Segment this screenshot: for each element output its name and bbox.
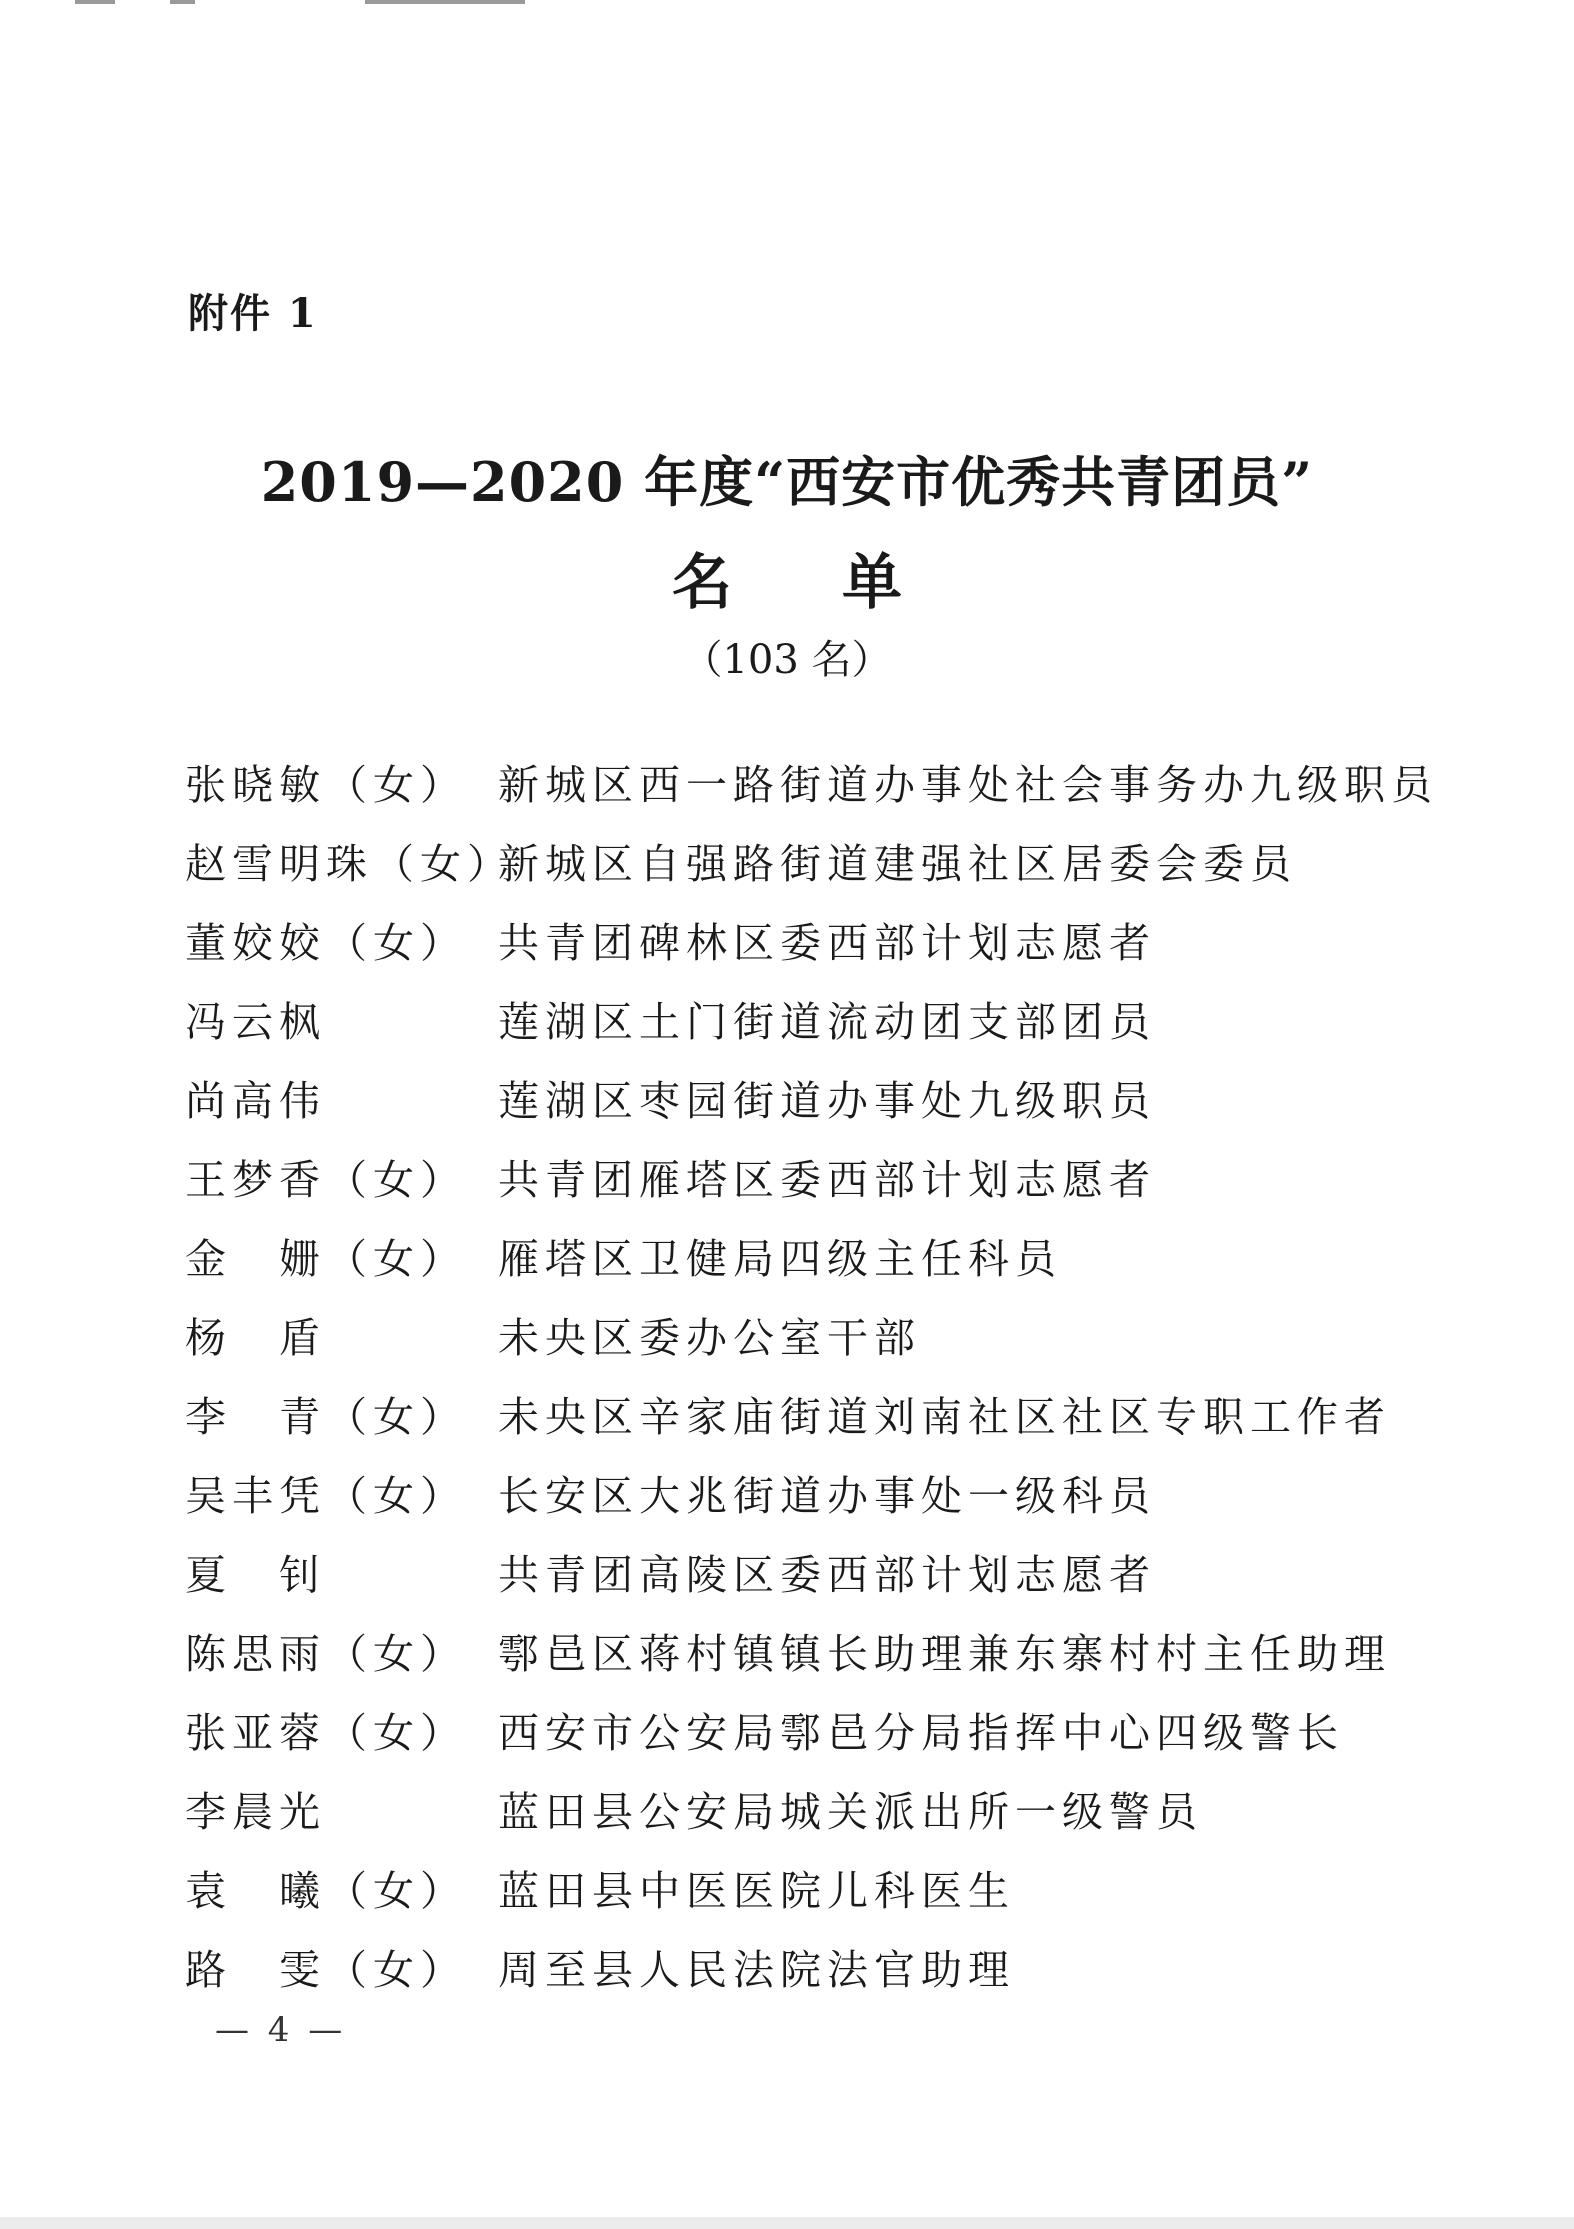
roster-row [185,1068,1385,1147]
member-name: 赵雪明珠（女） [185,840,514,888]
document-subtitle: 名单 [672,548,1012,618]
member-name: 杨 盾 [185,1314,326,1362]
roster-row [185,1542,1385,1621]
member-unit: 蓝田县中医医院儿科医生 [498,1867,1015,1915]
member-unit: 未央区委办公室干部 [498,1314,921,1362]
member-unit: 莲湖区枣园街道办事处九级职员 [498,1077,1156,1125]
member-unit: 鄠邑区蒋村镇镇长助理兼东寨村村主任助理 [498,1630,1391,1678]
member-name: 张晓敏（女） [185,761,467,809]
member-unit: 蓝田县公安局城关派出所一级警员 [498,1788,1203,1836]
member-name: 金 姗（女） [185,1235,467,1283]
roster-row [185,1147,1385,1226]
member-unit: 共青团雁塔区委西部计划志愿者 [498,1156,1156,1204]
member-name: 路 雯（女） [185,1946,467,1994]
roster-row [185,1621,1391,1700]
member-unit: 共青团碑林区委西部计划志愿者 [498,919,1156,967]
roster-row [185,989,1385,1068]
member-name: 夏 钊 [185,1551,326,1599]
member-name: 李晨光 [185,1788,326,1836]
member-unit: 共青团高陵区委西部计划志愿者 [498,1551,1156,1599]
scan-artifact [170,0,195,4]
member-name: 尚高伟 [185,1077,326,1125]
scan-edge [0,2217,1574,2229]
member-unit: 雁塔区卫健局四级主任科员 [498,1235,1062,1283]
roster-row [185,1384,1391,1463]
roster-row [185,1700,1385,1779]
attachment-label: 附件 1 [188,290,318,337]
roster-row [185,1463,1385,1542]
roster-row [185,1937,1385,2016]
member-count: （103 名） [682,637,892,683]
member-name: 袁 曦（女） [185,1867,467,1915]
member-name: 王梦香（女） [185,1156,467,1204]
document-title: 2019—2020 年度“西安市优秀共青团员” [260,450,1314,514]
scan-artifact [365,0,525,4]
roster-list [185,752,1438,2016]
member-name: 陈思雨（女） [185,1630,467,1678]
roster-row [185,831,1385,910]
roster-row [185,1779,1385,1858]
roster-row [185,910,1385,989]
member-unit: 未央区辛家庙街道刘南社区社区专职工作者 [498,1393,1391,1441]
member-unit: 新城区自强路街道建强社区居委会委员 [498,840,1297,888]
page-number: — 4 — [215,2010,347,2050]
member-name: 张亚蓉（女） [185,1709,467,1757]
member-unit: 西安市公安局鄠邑分局指挥中心四级警长 [498,1709,1344,1757]
member-unit: 长安区大兆街道办事处一级科员 [498,1472,1156,1520]
member-unit: 莲湖区土门街道流动团支部团员 [498,998,1156,1046]
scan-artifact [75,0,115,4]
member-name: 董姣姣（女） [185,919,467,967]
roster-row [185,1858,1385,1937]
member-unit: 新城区西一路街道办事处社会事务办九级职员 [498,761,1438,809]
member-name: 李 青（女） [185,1393,467,1441]
roster-row [185,752,1438,831]
roster-row [185,1305,1385,1384]
member-unit: 周至县人民法院法官助理 [498,1946,1015,1994]
roster-row [185,1226,1385,1305]
member-name: 冯云枫 [185,998,326,1046]
member-name: 吴丰凭（女） [185,1472,467,1520]
